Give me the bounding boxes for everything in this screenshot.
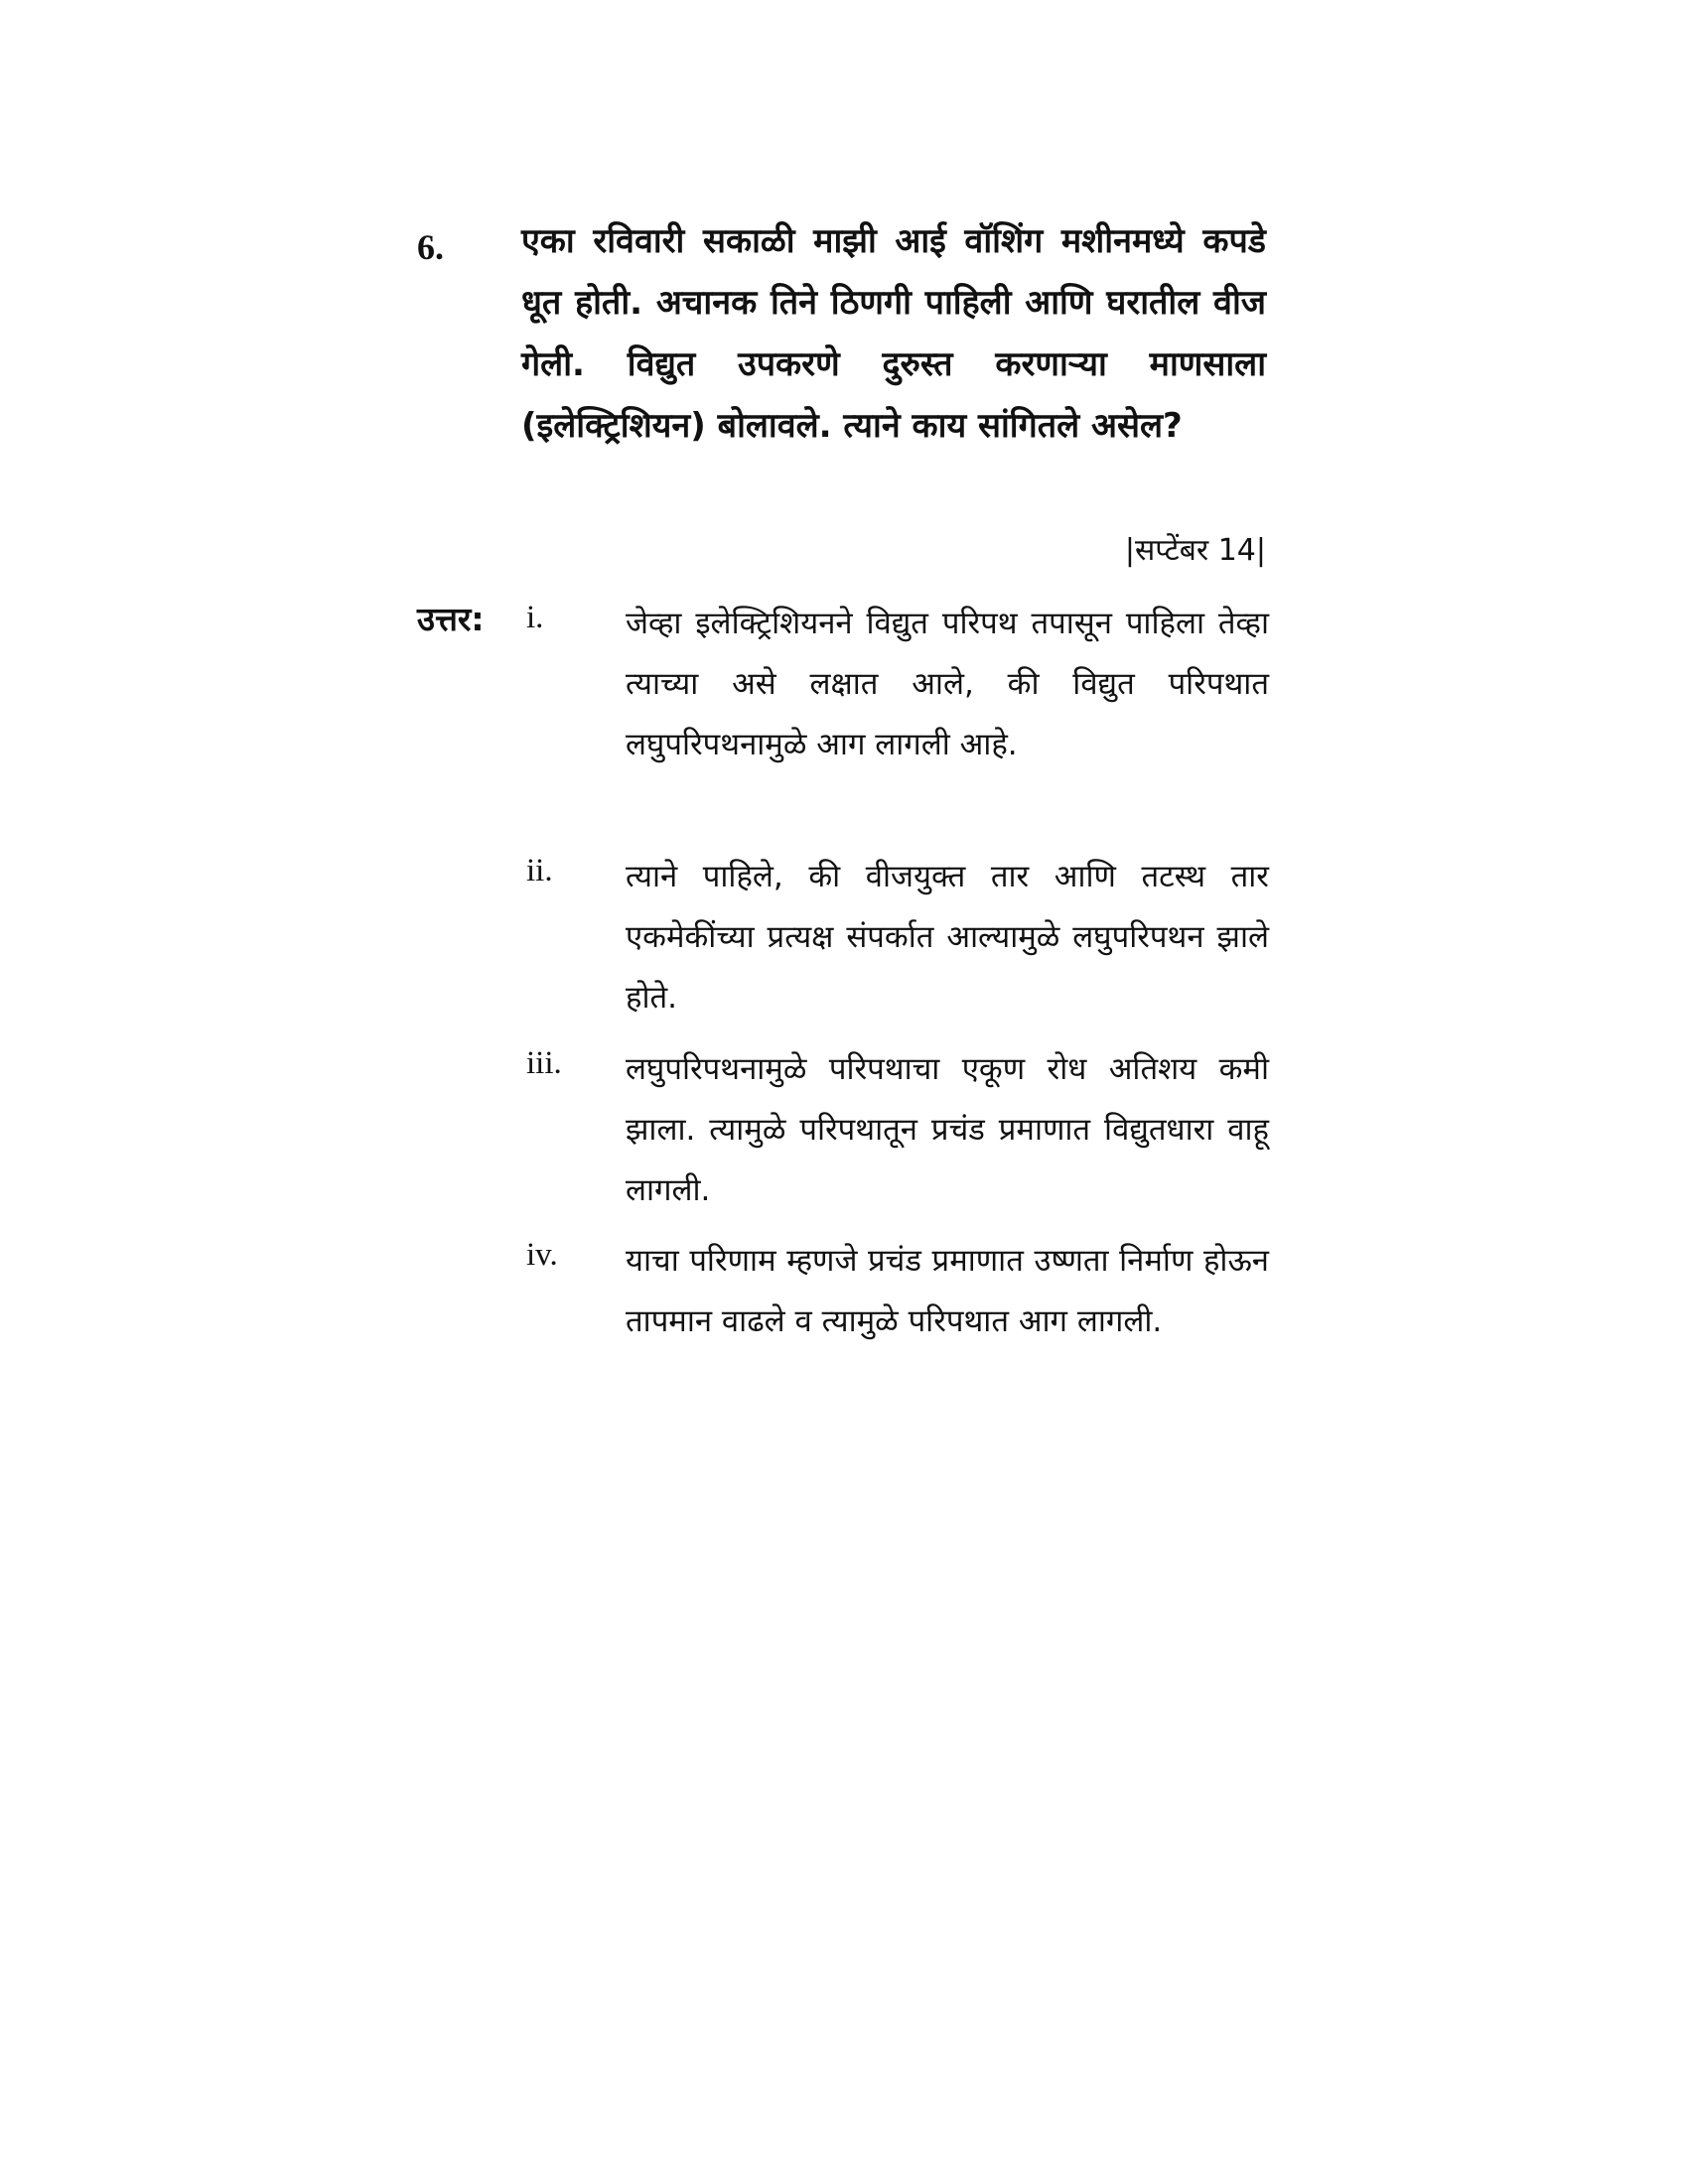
- answer-item-number: iii.: [526, 1045, 562, 1081]
- answer-item-text: त्याने पाहिले, की वीजयुक्त तार आणि तटस्थ तार एकमेकींच्या प्रत्यक्ष संपर्कात आल्यामुळे लघुपरिपथन झाले होते.: [626, 859, 1269, 1016]
- question-reference-line: [521, 518, 1266, 580]
- answer-item-number: iv.: [526, 1237, 558, 1273]
- answer-item-text: याचा परिणाम म्हणजे प्रचंड प्रमाणात उष्णता निर्माण होऊन तापमान वाढले व त्यामुळे परिपथात आग लागली.: [626, 1243, 1269, 1339]
- question-text: एका रविवारी सकाळी माझी आई वॉशिंग मशीनमध्ये कपडे धूत होती. अचानक तिने ठिणगी पाहिली आणि घरातील वीज गेली. विद्युत उपकरणे दुरुस्त करणाऱ्या माणसाला (इलेक्ट्रिशियन) बोलावले. त्याने काय सांगितले असेल?: [521, 221, 1266, 446]
- question-reference: |सप्टेंबर 14|: [1124, 533, 1266, 568]
- answer-item-number: i.: [526, 600, 544, 635]
- answer-label: उत्तर:: [417, 600, 485, 638]
- answer-item-number: ii.: [526, 853, 553, 888]
- answer-item-text: जेव्हा इलेक्ट्रिशियनने विद्युत परिपथ तपासून पाहिला तेव्हा त्याच्या असे लक्षात आले, की विद्युत परिपथात लघुपरिपथनामुळे आग लागली आहे.: [626, 606, 1269, 762]
- answer-item-text: लघुपरिपथनामुळे परिपथाचा एकूण रोध अतिशय कमी झाला. त्यामुळे परिपथातून प्रचंड प्रमाणात विद्युतधारा वाहू लागली.: [626, 1051, 1269, 1208]
- question-number: 6.: [417, 227, 444, 267]
